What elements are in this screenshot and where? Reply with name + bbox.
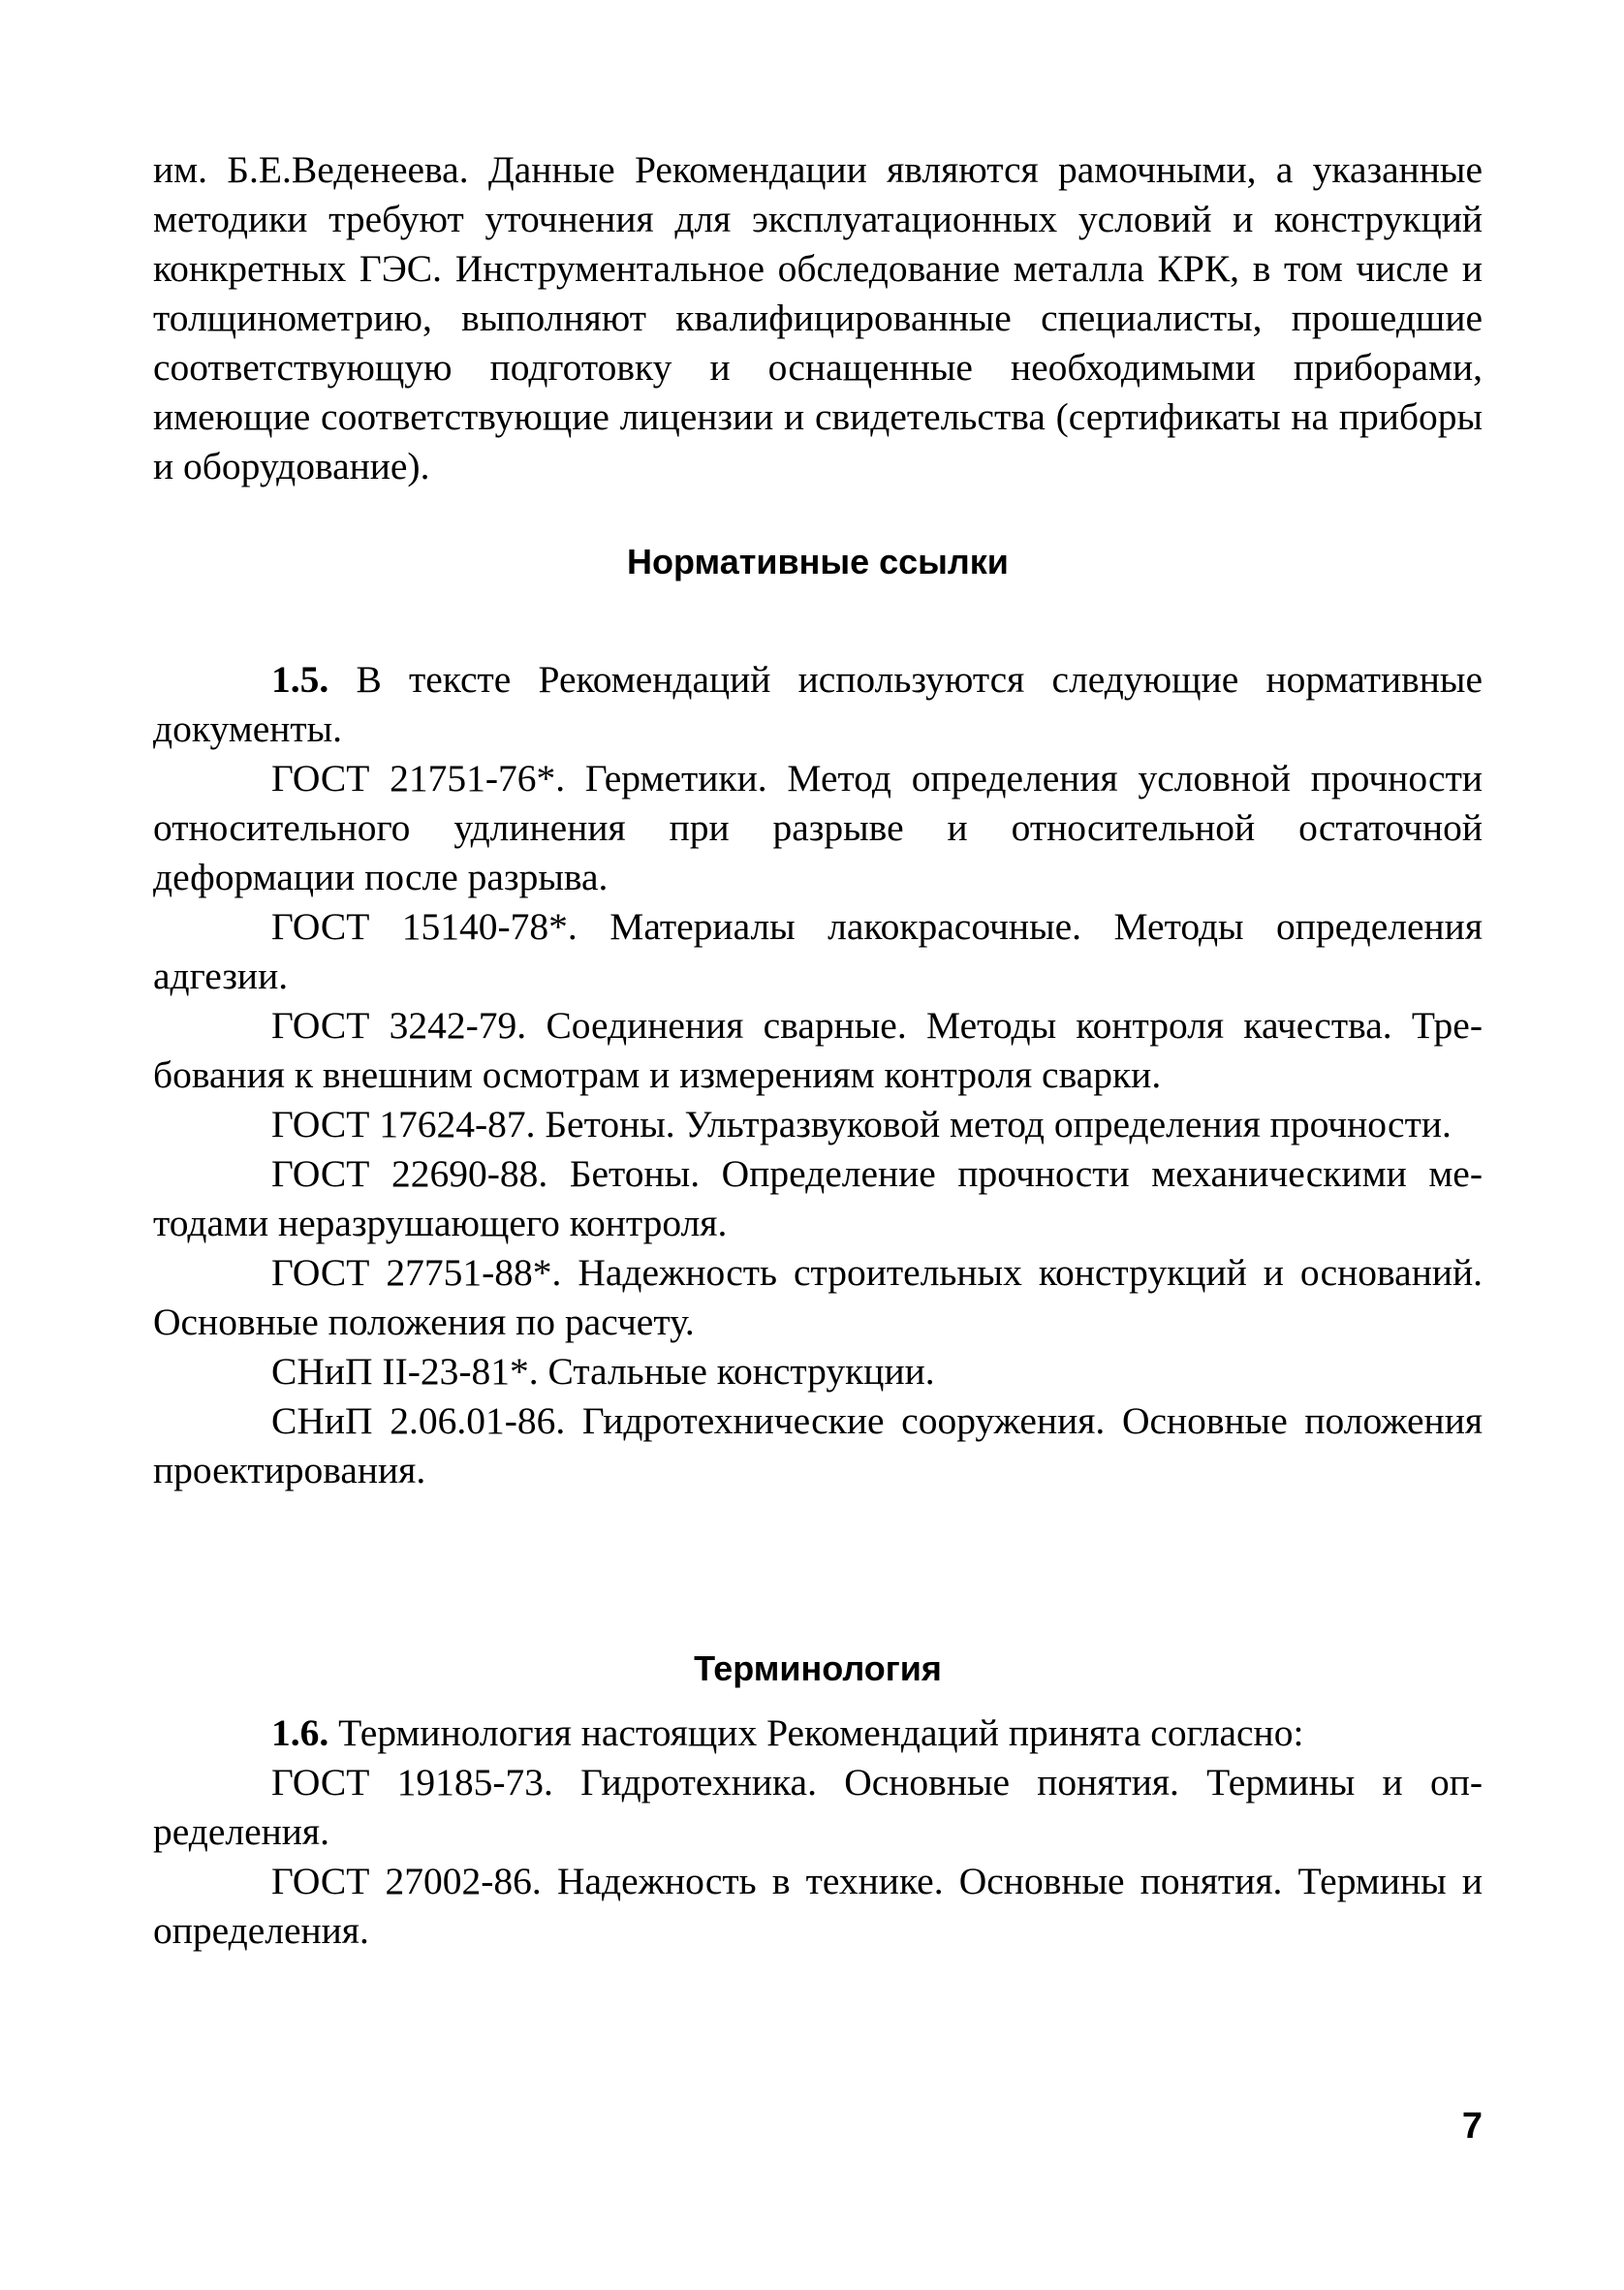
clause-number: 1.6.: [271, 1711, 329, 1754]
terminology-lead-paragraph: [153, 1709, 1483, 1758]
reference-item: ГОСТ 21751-76*. Герметики. Метод определения условной прочности относительного удлинения при разрыве и относительной остаточной деформации после разрыва.: [153, 757, 1483, 898]
reference-item: ГОСТ 15140-78*. Материалы лакокрасочные. Методы определения адгезии.: [153, 905, 1483, 997]
reference-item: ГОСТ 19185-73. Гидротехника. Основные понятия. Термины и определения.: [153, 1761, 1483, 1853]
normative-section: [153, 655, 1483, 1495]
intro-paragraph: им. Б.Е.Веденеева. Данные Рекомендации являются рамочными, а указанные методики требуют уточнения для эксплуатационных условий и конструкций конкретных ГЭС. Инструментальное обследование металла КРК, в том числе и толщинометрию, выполняют квалифицированные специалисты, прошедшие соответствующую подготовку и оснащенные необходимыми приборами, имеющие соответствующие лицензии и свидетельства (сертификаты на приборы и оборудование).: [153, 148, 1483, 487]
reference-item: СНиП 2.06.01-86. Гидротехнические сооружения. Основные положения проектирования.: [153, 1399, 1483, 1491]
reference-item: ГОСТ 17624-87. Бетоны. Ультразвуковой метод определения прочности.: [271, 1103, 1452, 1145]
reference-item: СНиП II-23-81*. Стальные конструкции.: [271, 1350, 935, 1393]
normative-lead-paragraph: [153, 655, 1483, 754]
clause-text: Терминология настоящих Рекомендаций принята согласно:: [328, 1711, 1304, 1754]
terminology-heading: Терминология: [694, 1648, 942, 1688]
reference-item: ГОСТ 27751-88*. Надежность строительных конструкций и оснований. Основные положения по расчету.: [153, 1251, 1483, 1343]
reference-item: ГОСТ 22690-88. Бетоны. Определение прочности механическими методами неразрушающего контроля.: [153, 1152, 1483, 1244]
intro-section: [153, 145, 1483, 491]
page-number: 7: [1461, 2106, 1483, 2147]
clause-text: В тексте Рекомендаций используются следующие нормативные документы.: [153, 658, 1483, 750]
clause-number: 1.5.: [271, 658, 329, 701]
normative-heading: Нормативные ссылки: [627, 542, 1009, 581]
terminology-section: [153, 1709, 1483, 1956]
reference-item: ГОСТ 3242-79. Соединения сварные. Методы контроля качества. Требования к внешним осмотрам и измерениям контроля сварки.: [153, 1004, 1483, 1096]
reference-item: ГОСТ 27002-86. Надежность в технике. Основные понятия. Термины и определения.: [153, 1860, 1483, 1952]
